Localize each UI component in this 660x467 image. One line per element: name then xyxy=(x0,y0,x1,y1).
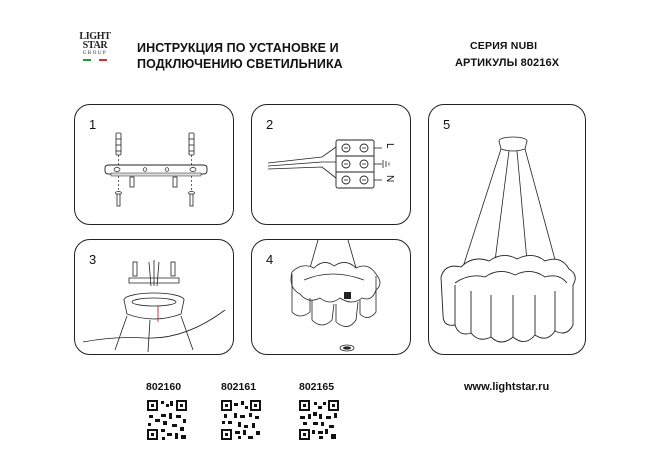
step-number-1: 1 xyxy=(89,117,97,132)
italian-flag-stripe xyxy=(83,59,107,61)
terminal-block-illustration xyxy=(252,105,412,226)
mounting-bracket-illustration xyxy=(75,105,235,226)
title-line-2: ПОДКЛЮЧЕНИЮ СВЕТИЛЬНИКА xyxy=(137,57,343,71)
step-panel-2 xyxy=(251,104,411,225)
logo-text-star: STAR xyxy=(82,40,108,51)
step-number-4: 4 xyxy=(266,252,274,267)
series-label: СЕРИЯ NUBI xyxy=(470,40,538,52)
qr-code-1 xyxy=(147,400,187,440)
logo-text-light: LIGHT xyxy=(79,31,111,42)
step-panel-3 xyxy=(74,239,234,355)
article-code-3: 802165 xyxy=(299,381,335,393)
title-line-1: ИНСТРУКЦИЯ ПО УСТАНОВКЕ И xyxy=(137,41,339,55)
instruction-title xyxy=(137,40,343,72)
step-number-3: 3 xyxy=(89,252,97,267)
step-panel-1 xyxy=(74,104,234,225)
website-link[interactable]: www.lightstar.ru xyxy=(464,381,550,393)
assembled-luminaire-illustration xyxy=(429,105,587,356)
qr-code-2 xyxy=(221,400,261,440)
wire-label-n: N xyxy=(384,175,395,183)
brand-logo xyxy=(78,32,112,76)
article-code-1: 802160 xyxy=(146,381,182,393)
canopy-mounting-illustration xyxy=(75,240,235,356)
step-panel-4 xyxy=(251,239,411,355)
step-panel-5 xyxy=(428,104,586,355)
wire-label-l: L xyxy=(384,143,395,149)
ground-symbol xyxy=(383,160,389,168)
shade-assembly-illustration xyxy=(252,240,412,356)
logo-text-group: GROUP xyxy=(82,51,108,56)
article-code-2: 802161 xyxy=(221,381,257,393)
articles-label: АРТИКУЛЫ 80216X xyxy=(455,57,560,69)
qr-code-3 xyxy=(299,400,339,440)
step-number-5: 5 xyxy=(443,117,451,132)
step-number-2: 2 xyxy=(266,117,274,132)
